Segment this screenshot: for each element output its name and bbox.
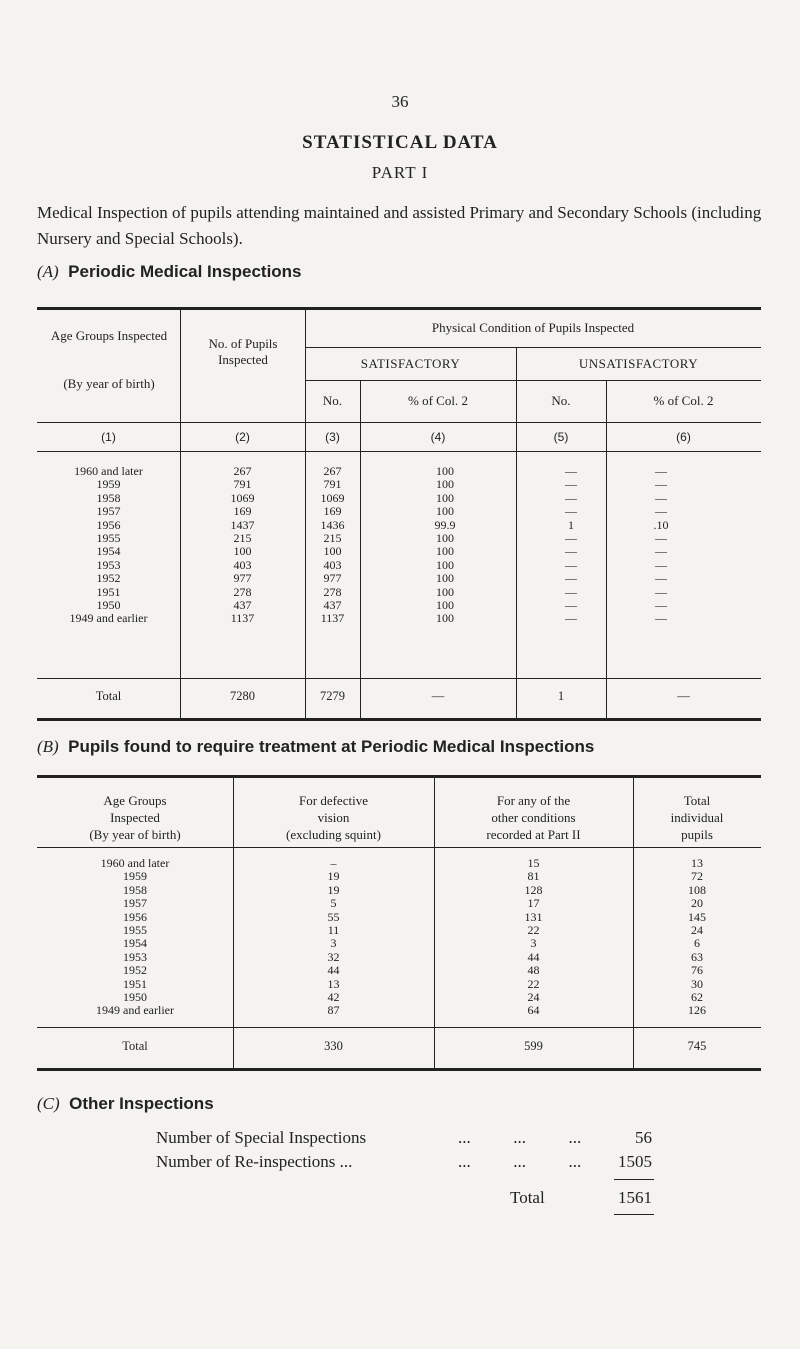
table-a-cell-sat-no: 1069 xyxy=(320,490,345,505)
section-c-title: Other Inspections xyxy=(69,1094,214,1113)
table-b-header-age-groups xyxy=(37,792,233,843)
table-a-cell-sat-pct: 100 xyxy=(436,584,454,599)
table-a-cell-sat-pct: 100 xyxy=(436,557,454,572)
table-a-colnum-3: (3) xyxy=(325,430,340,444)
table-a-cell-inspected: 437 xyxy=(233,597,252,612)
table-b-cell-age: 1954 xyxy=(123,936,147,951)
table-b-header-line: For defective xyxy=(299,793,368,808)
table-a-cell-unsat-pct: — xyxy=(655,530,667,545)
table-b-cell-vision: 19 xyxy=(327,882,340,897)
table-a-cell-inspected: 403 xyxy=(233,557,252,572)
special-inspections-dots: ... ... ... xyxy=(458,1128,582,1147)
table-b-cell-vision: – xyxy=(330,856,337,870)
table-a-cell-unsat-pct: — xyxy=(655,504,667,519)
table-a-total-sat-no: 7279 xyxy=(320,689,345,703)
table-b-cell-total: 126 xyxy=(688,1003,706,1018)
table-a-total-unsat-no: 1 xyxy=(557,689,565,703)
table-b-cell-total: 20 xyxy=(691,896,703,911)
table-b-cell-total: 108 xyxy=(688,882,706,897)
table-a-cell-sat-no: 278 xyxy=(323,584,342,599)
table-b-cell-total: 6 xyxy=(694,936,700,951)
table-a-header-sat-pct: % of Col. 2 xyxy=(408,393,468,408)
table-a-col-inspected xyxy=(180,465,305,626)
sum-rule-bottom xyxy=(614,1214,654,1215)
other-total-label: Total xyxy=(510,1188,545,1207)
table-b-cell-other: 24 xyxy=(527,989,540,1004)
table-b-cell-age: 1950 xyxy=(123,989,147,1004)
table-a-header-by-year: (By year of birth) xyxy=(63,376,155,391)
table-b-cell-vision: 44 xyxy=(327,963,340,978)
table-a-total-unsat-pct: — xyxy=(677,689,690,703)
table-b-header-line: pupils xyxy=(681,827,713,842)
table-a-header-no-pupils: No. of Pupils Inspected xyxy=(208,336,278,367)
intro-paragraph: Medical Inspection of pupils attending maintained and assisted Primary and Secondary Schools (including Nursery and Special Schools). xyxy=(37,203,762,248)
table-b-cell-other: 17 xyxy=(527,896,540,911)
table-b-cell-vision: 13 xyxy=(327,976,340,991)
table-a-cell-sat-no: 403 xyxy=(323,557,342,572)
table-a-cell-unsat-pct: — xyxy=(655,490,667,505)
table-a-cell-unsat-no: — xyxy=(565,530,577,545)
table-b-cell-total: 62 xyxy=(691,989,703,1004)
sum-rule-top xyxy=(614,1179,654,1180)
table-b-cell-vision: 11 xyxy=(327,922,340,937)
table-a-cell-sat-no: 267 xyxy=(323,464,342,478)
table-b-total-label: Total xyxy=(122,1039,148,1053)
table-b-header-line: individual xyxy=(670,810,724,825)
special-inspections-value: 56 xyxy=(635,1128,652,1147)
table-a-header-sat-no: No. xyxy=(322,393,343,408)
table-b-cell-age: 1956 xyxy=(123,909,147,924)
table-b-cell-vision: 3 xyxy=(330,936,337,951)
table-b-cell-total: 63 xyxy=(691,949,703,964)
special-inspections-label: Number of Special Inspections xyxy=(156,1128,367,1147)
table-a-total-label: Total xyxy=(95,689,122,703)
table-b-header-line: Total xyxy=(683,793,711,808)
table-a-cell-sat-pct: 100 xyxy=(436,597,454,612)
table-b-col-total xyxy=(633,857,761,1018)
section-a-heading xyxy=(37,262,302,282)
table-a-col-sat-no xyxy=(305,465,360,626)
table-a-cell-inspected: 1137 xyxy=(230,611,255,626)
table-b-cell-total: 13 xyxy=(691,856,703,870)
table-a-colnum-1: (1) xyxy=(101,430,116,444)
table-a-cell-age: 1959 xyxy=(96,477,121,492)
table-b-cell-other: 3 xyxy=(530,936,537,951)
table-a-header-unsatisfactory: UNSATISFACTORY xyxy=(578,356,699,371)
table-b-cell-vision: 42 xyxy=(327,989,340,1004)
table-b-cell-vision: 5 xyxy=(330,896,337,911)
table-a-cell-unsat-no: — xyxy=(565,490,577,505)
table-a-cell-unsat-pct: — xyxy=(655,544,667,559)
table-a-cell-age: 1956 xyxy=(96,517,121,532)
table-a-cell-sat-no: 977 xyxy=(323,571,342,586)
table-a-cell-sat-pct: 100 xyxy=(436,477,454,492)
table-b-cell-age: 1958 xyxy=(123,882,147,897)
table-a-cell-unsat-no: — xyxy=(565,584,577,599)
table-b-col-other xyxy=(434,857,633,1018)
table-b-cell-vision: 19 xyxy=(327,869,340,884)
table-a-cell-unsat-no: — xyxy=(565,611,577,626)
table-a-cell-unsat-no: — xyxy=(565,571,577,586)
table-a-cell-unsat-pct: — xyxy=(655,611,667,626)
table-a-cell-unsat-pct: — xyxy=(655,477,667,492)
table-a-col-sat-pct xyxy=(400,465,490,626)
table-a-colnum-2: (2) xyxy=(235,430,250,444)
table-a-cell-sat-no: 169 xyxy=(323,504,342,519)
table-a-cell-unsat-no: — xyxy=(565,544,577,559)
table-b-cell-vision: 87 xyxy=(327,1003,340,1018)
table-a-cell-inspected: 791 xyxy=(233,477,252,492)
table-b-cell-other: 131 xyxy=(524,909,543,924)
table-a-cell-age: 1960 and later xyxy=(74,464,143,478)
table-b-cell-age: 1951 xyxy=(123,976,147,991)
table-b-total-vision: 330 xyxy=(324,1039,343,1053)
page-title: STATISTICAL DATA xyxy=(302,132,498,153)
table-a-cell-unsat-no: — xyxy=(565,464,577,478)
table-a-cell-sat-no: 100 xyxy=(323,544,342,559)
table-b-header-other-conditions xyxy=(434,792,633,843)
table-a-cell-unsat-no: — xyxy=(565,557,577,572)
table-a-cell-sat-pct: 100 xyxy=(436,504,454,519)
table-a-cell-inspected: 1069 xyxy=(230,490,255,505)
table-a-cell-sat-no: 1137 xyxy=(320,611,345,626)
table-b-cell-other: 15 xyxy=(527,856,540,870)
table-b-cell-total: 145 xyxy=(688,909,706,924)
table-b-cell-total: 24 xyxy=(691,922,703,937)
table-b-cell-age: 1959 xyxy=(123,869,147,884)
table-b-cell-other: 128 xyxy=(524,882,543,897)
table-b-cell-age: 1955 xyxy=(123,922,147,937)
table-a-header-physical: Physical Condition of Pupils Inspected xyxy=(431,320,635,335)
table-b-header-line: For any of the xyxy=(496,793,571,808)
table-a-cell-unsat-pct: — xyxy=(655,597,667,612)
table-a-cell-inspected: 977 xyxy=(233,571,252,586)
table-b-cell-total: 76 xyxy=(691,963,703,978)
table-a-cell-sat-pct: 100 xyxy=(436,464,454,478)
table-b-cell-vision: 55 xyxy=(327,909,340,924)
table-a-cell-unsat-no: — xyxy=(565,504,577,519)
table-a-cell-unsat-pct: — xyxy=(655,464,667,478)
table-b-header-line: Age Groups xyxy=(103,793,167,808)
table-a-header-unsat-no: No. xyxy=(551,393,571,408)
section-c-heading xyxy=(37,1094,214,1114)
table-b-cell-age: 1949 and earlier xyxy=(96,1003,174,1018)
table-a-cell-inspected: 215 xyxy=(233,530,252,545)
table-a-cell-sat-pct: 100 xyxy=(436,571,454,586)
table-a-cell-sat-no: 215 xyxy=(323,530,342,545)
section-b-letter: (B) xyxy=(37,737,59,756)
table-a-col-age xyxy=(37,465,180,626)
table-a-cell-unsat-no: — xyxy=(565,597,577,612)
table-a-cell-inspected: 169 xyxy=(233,504,252,519)
table-a-cell-inspected: 278 xyxy=(233,584,252,599)
table-b-col-vision xyxy=(233,857,434,1018)
table-b-cell-other: 64 xyxy=(527,1003,540,1018)
reinspections-label: Number of Re-inspections ... xyxy=(156,1152,353,1171)
reinspections-dots: ... ... ... xyxy=(458,1152,582,1171)
table-a-header-age-groups: Age Groups Inspected xyxy=(50,328,168,343)
table-a-colnum-6: (6) xyxy=(676,430,691,444)
table-a-cell-inspected: 267 xyxy=(233,464,252,478)
table-a-cell-age: 1950 xyxy=(96,597,121,612)
table-a-cell-sat-no: 1436 xyxy=(320,517,345,532)
table-b-total-pupils: 745 xyxy=(687,1039,707,1053)
table-a-cell-age: 1949 and earlier xyxy=(69,611,148,626)
table-a-cell-sat-pct: 100 xyxy=(436,544,454,559)
table-a-cell-unsat-no: — xyxy=(565,477,577,492)
table-a-cell-unsat-pct: — xyxy=(655,584,667,599)
table-b-cell-other: 22 xyxy=(527,922,540,937)
table-a-header-satisfactory: SATISFACTORY xyxy=(360,356,461,371)
table-a-cell-age: 1951 xyxy=(96,584,121,599)
table-b-header-line: (excluding squint) xyxy=(286,827,381,842)
table-b-total-other: 599 xyxy=(524,1039,543,1053)
table-a-cell-age: 1954 xyxy=(96,544,121,559)
table-b-header-line: other conditions xyxy=(491,810,576,825)
reinspections-value: 1505 xyxy=(618,1152,652,1171)
table-b-header-total-pupils xyxy=(633,792,761,843)
table-b-header-defective-vision xyxy=(233,792,434,843)
table-a-cell-unsat-pct: .10 xyxy=(653,517,669,532)
page-number: 36 xyxy=(391,92,409,111)
table-b-cell-other: 81 xyxy=(527,869,540,884)
table-b-header-line: (By year of birth) xyxy=(89,827,181,842)
table-a-cell-age: 1952 xyxy=(96,571,121,586)
table-b-cell-age: 1952 xyxy=(123,963,147,978)
section-b-heading xyxy=(37,737,594,757)
table-a-cell-sat-pct: 100 xyxy=(436,530,454,545)
table-b-cell-vision: 32 xyxy=(327,949,340,964)
table-b-cell-other: 44 xyxy=(527,949,540,964)
table-b-cell-other: 22 xyxy=(527,976,540,991)
table-a-cell-sat-pct: 99.9 xyxy=(434,517,456,532)
section-c-letter: (C) xyxy=(37,1094,60,1113)
table-a-cell-age: 1953 xyxy=(96,557,121,572)
other-total-value: 1561 xyxy=(618,1188,652,1207)
table-a-colnum-5: (5) xyxy=(553,430,569,444)
section-a-letter: (A) xyxy=(37,262,59,281)
table-b-header-line: recorded at Part II xyxy=(486,827,581,842)
table-a-header-unsat-pct: % of Col. 2 xyxy=(653,393,714,408)
table-a-cell-inspected: 100 xyxy=(233,544,252,559)
table-b-col-age xyxy=(37,857,233,1018)
table-a-cell-sat-no: 791 xyxy=(323,477,342,492)
table-a-cell-sat-pct: 100 xyxy=(436,490,454,505)
table-a-cell-age: 1955 xyxy=(96,530,121,545)
table-b-cell-total: 72 xyxy=(691,869,703,884)
table-b-cell-age: 1960 and later xyxy=(100,856,170,870)
table-a-cell-unsat-no: 1 xyxy=(568,517,574,532)
table-b-header-line: vision xyxy=(317,810,350,825)
table-b-cell-other: 48 xyxy=(527,963,540,978)
table-a-total-inspected: 7280 xyxy=(230,689,255,703)
table-b-cell-total: 30 xyxy=(691,976,703,991)
part-heading: PART I xyxy=(371,163,429,182)
table-a-total-sat-pct: — xyxy=(431,689,445,703)
table-a-cell-sat-pct: 100 xyxy=(436,611,454,626)
table-a-cell-inspected: 1437 xyxy=(230,517,255,532)
table-a-cell-age: 1958 xyxy=(96,490,121,505)
table-a-col-unsat-pct xyxy=(606,465,716,626)
table-a-cell-unsat-pct: — xyxy=(655,571,667,586)
table-b-header-line: Inspected xyxy=(110,810,160,825)
section-a-title: Periodic Medical Inspections xyxy=(68,262,302,281)
section-b-title: Pupils found to require treatment at Periodic Medical Inspections xyxy=(68,737,595,756)
table-a-colnum-4: (4) xyxy=(430,430,446,444)
table-b-cell-age: 1953 xyxy=(123,949,147,964)
table-b-cell-age: 1957 xyxy=(123,896,147,911)
table-a-cell-age: 1957 xyxy=(96,504,121,519)
table-a-cell-sat-no: 437 xyxy=(323,597,342,612)
table-a-cell-unsat-pct: — xyxy=(655,557,667,572)
